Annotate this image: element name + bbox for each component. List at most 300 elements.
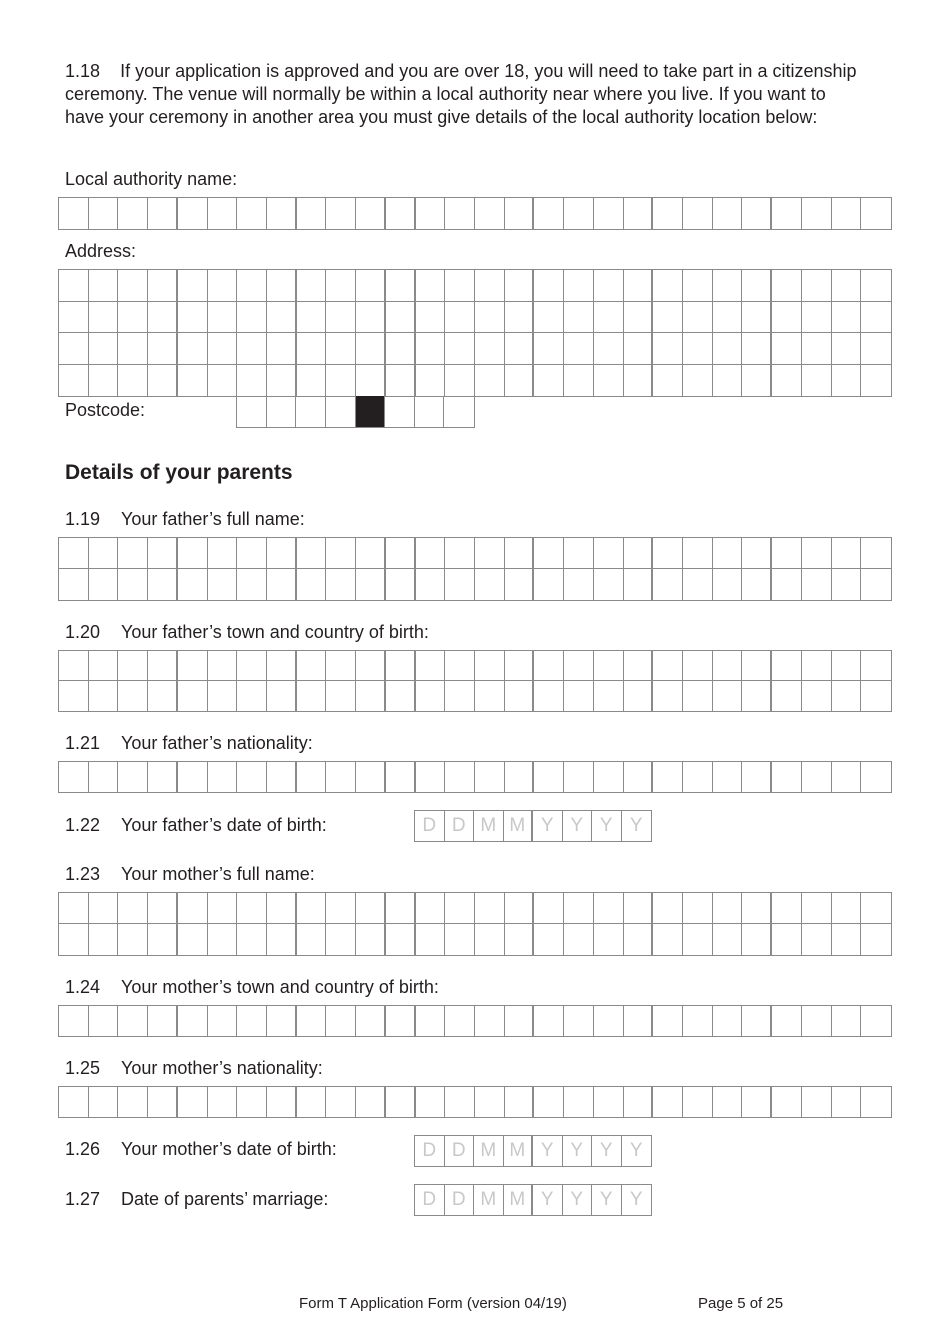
char-box[interactable] xyxy=(178,681,208,711)
char-box[interactable] xyxy=(297,198,327,229)
char-box[interactable] xyxy=(118,893,148,924)
char-box[interactable] xyxy=(237,893,267,924)
char-box[interactable] xyxy=(475,333,505,365)
char-box[interactable] xyxy=(742,924,772,955)
char-box[interactable] xyxy=(505,924,535,955)
date-char-box[interactable]: D xyxy=(415,1185,445,1215)
char-box[interactable] xyxy=(505,762,535,792)
char-box[interactable] xyxy=(445,1087,475,1117)
date-char-box[interactable]: Y xyxy=(592,1136,622,1166)
date-char-box[interactable]: D xyxy=(445,1185,475,1215)
char-box[interactable] xyxy=(178,333,208,365)
char-box[interactable] xyxy=(326,333,356,365)
char-box[interactable] xyxy=(653,924,683,955)
char-box[interactable] xyxy=(683,569,713,600)
char-box[interactable] xyxy=(416,538,446,569)
char-box[interactable] xyxy=(713,762,743,792)
char-box[interactable] xyxy=(534,1006,564,1036)
postcode-char-box[interactable] xyxy=(385,396,415,427)
char-box[interactable] xyxy=(297,651,327,681)
char-box[interactable] xyxy=(148,569,178,600)
char-box[interactable] xyxy=(237,198,267,229)
char-box[interactable] xyxy=(861,893,891,924)
char-box[interactable] xyxy=(861,538,891,569)
char-box[interactable] xyxy=(475,365,505,397)
char-box[interactable] xyxy=(653,333,683,365)
char-box[interactable] xyxy=(505,538,535,569)
char-box[interactable] xyxy=(505,893,535,924)
date-char-box[interactable]: M xyxy=(504,811,534,841)
char-box[interactable] xyxy=(802,302,832,334)
char-box[interactable] xyxy=(326,1087,356,1117)
char-box[interactable] xyxy=(59,762,89,792)
char-box[interactable] xyxy=(653,270,683,302)
char-box[interactable] xyxy=(326,651,356,681)
char-box[interactable] xyxy=(594,924,624,955)
char-box[interactable] xyxy=(118,365,148,397)
char-box[interactable] xyxy=(772,762,802,792)
char-box[interactable] xyxy=(148,1006,178,1036)
char-box[interactable] xyxy=(118,651,148,681)
char-box[interactable] xyxy=(386,681,416,711)
char-box[interactable] xyxy=(178,365,208,397)
char-box[interactable] xyxy=(564,1087,594,1117)
char-box[interactable] xyxy=(297,569,327,600)
char-box[interactable] xyxy=(89,538,119,569)
char-box[interactable] xyxy=(148,333,178,365)
char-box[interactable] xyxy=(386,333,416,365)
char-box[interactable] xyxy=(475,1006,505,1036)
char-box[interactable] xyxy=(237,924,267,955)
char-box[interactable] xyxy=(594,198,624,229)
char-box[interactable] xyxy=(356,1087,386,1117)
char-box[interactable] xyxy=(742,270,772,302)
char-box[interactable] xyxy=(564,1006,594,1036)
char-box[interactable] xyxy=(742,1006,772,1036)
char-box[interactable] xyxy=(59,893,89,924)
char-box[interactable] xyxy=(237,762,267,792)
char-box[interactable] xyxy=(832,924,862,955)
char-box[interactable] xyxy=(861,924,891,955)
char-box[interactable] xyxy=(713,924,743,955)
char-box[interactable] xyxy=(237,333,267,365)
char-box[interactable] xyxy=(861,1087,891,1117)
char-box[interactable] xyxy=(713,302,743,334)
char-box[interactable] xyxy=(802,893,832,924)
char-box[interactable] xyxy=(178,651,208,681)
char-box[interactable] xyxy=(742,333,772,365)
char-box[interactable] xyxy=(416,365,446,397)
char-box[interactable] xyxy=(742,198,772,229)
char-box[interactable] xyxy=(742,365,772,397)
char-box[interactable] xyxy=(832,302,862,334)
char-box[interactable] xyxy=(832,762,862,792)
char-box[interactable] xyxy=(624,762,654,792)
char-box[interactable] xyxy=(505,651,535,681)
char-box[interactable] xyxy=(624,681,654,711)
char-box[interactable] xyxy=(832,270,862,302)
char-box[interactable] xyxy=(118,270,148,302)
char-box[interactable] xyxy=(445,681,475,711)
char-box[interactable] xyxy=(267,924,297,955)
char-box[interactable] xyxy=(861,651,891,681)
char-box[interactable] xyxy=(59,270,89,302)
char-box[interactable] xyxy=(208,569,238,600)
char-box[interactable] xyxy=(832,1087,862,1117)
char-box[interactable] xyxy=(326,681,356,711)
char-box[interactable] xyxy=(416,893,446,924)
char-box[interactable] xyxy=(148,762,178,792)
char-box[interactable] xyxy=(356,569,386,600)
char-box[interactable] xyxy=(505,365,535,397)
char-box[interactable] xyxy=(594,651,624,681)
char-box[interactable] xyxy=(861,270,891,302)
char-box[interactable] xyxy=(237,651,267,681)
char-box[interactable] xyxy=(297,538,327,569)
char-box[interactable] xyxy=(89,681,119,711)
char-box[interactable] xyxy=(386,1087,416,1117)
char-box[interactable] xyxy=(713,1087,743,1117)
char-box[interactable] xyxy=(475,302,505,334)
char-box[interactable] xyxy=(118,762,148,792)
char-box[interactable] xyxy=(802,1087,832,1117)
char-box[interactable] xyxy=(772,569,802,600)
char-box[interactable] xyxy=(148,924,178,955)
char-box[interactable] xyxy=(802,681,832,711)
char-box[interactable] xyxy=(683,198,713,229)
char-box[interactable] xyxy=(148,1087,178,1117)
father-full-name-field[interactable] xyxy=(58,537,892,601)
date-char-box[interactable]: D xyxy=(445,1136,475,1166)
char-box[interactable] xyxy=(713,681,743,711)
char-box[interactable] xyxy=(148,538,178,569)
char-box[interactable] xyxy=(505,270,535,302)
char-box[interactable] xyxy=(594,365,624,397)
char-box[interactable] xyxy=(416,651,446,681)
parents-marriage-date-field[interactable] xyxy=(414,1184,652,1216)
char-box[interactable] xyxy=(178,538,208,569)
char-box[interactable] xyxy=(475,198,505,229)
char-box[interactable] xyxy=(445,365,475,397)
char-box[interactable] xyxy=(683,1006,713,1036)
char-box[interactable] xyxy=(297,893,327,924)
char-box[interactable] xyxy=(148,893,178,924)
char-box[interactable] xyxy=(267,893,297,924)
char-box[interactable] xyxy=(208,893,238,924)
date-char-box[interactable]: D xyxy=(415,1136,445,1166)
char-box[interactable] xyxy=(564,333,594,365)
char-box[interactable] xyxy=(832,1006,862,1036)
char-box[interactable] xyxy=(356,538,386,569)
char-box[interactable] xyxy=(178,1087,208,1117)
char-box[interactable] xyxy=(416,198,446,229)
char-box[interactable] xyxy=(208,538,238,569)
char-box[interactable] xyxy=(505,681,535,711)
char-box[interactable] xyxy=(297,333,327,365)
char-box[interactable] xyxy=(356,333,386,365)
char-box[interactable] xyxy=(445,270,475,302)
char-box[interactable] xyxy=(297,1087,327,1117)
char-box[interactable] xyxy=(208,365,238,397)
char-box[interactable] xyxy=(475,270,505,302)
char-box[interactable] xyxy=(386,302,416,334)
char-box[interactable] xyxy=(713,538,743,569)
char-box[interactable] xyxy=(802,333,832,365)
char-box[interactable] xyxy=(594,333,624,365)
char-box[interactable] xyxy=(564,569,594,600)
char-box[interactable] xyxy=(386,1006,416,1036)
address-field[interactable] xyxy=(58,269,892,397)
char-box[interactable] xyxy=(208,762,238,792)
char-box[interactable] xyxy=(713,198,743,229)
char-box[interactable] xyxy=(178,1006,208,1036)
char-box[interactable] xyxy=(653,302,683,334)
char-box[interactable] xyxy=(89,270,119,302)
char-box[interactable] xyxy=(505,1087,535,1117)
char-box[interactable] xyxy=(594,538,624,569)
char-box[interactable] xyxy=(832,538,862,569)
char-box[interactable] xyxy=(386,270,416,302)
char-box[interactable] xyxy=(59,1006,89,1036)
char-box[interactable] xyxy=(772,333,802,365)
postcode-char-box[interactable] xyxy=(267,396,297,427)
char-box[interactable] xyxy=(653,365,683,397)
char-box[interactable] xyxy=(772,302,802,334)
date-char-box[interactable]: D xyxy=(415,811,445,841)
char-box[interactable] xyxy=(267,569,297,600)
char-box[interactable] xyxy=(683,302,713,334)
char-box[interactable] xyxy=(267,198,297,229)
char-box[interactable] xyxy=(297,924,327,955)
char-box[interactable] xyxy=(386,893,416,924)
char-box[interactable] xyxy=(772,924,802,955)
postcode-char-box[interactable] xyxy=(237,396,267,427)
char-box[interactable] xyxy=(742,302,772,334)
char-box[interactable] xyxy=(148,651,178,681)
char-box[interactable] xyxy=(445,302,475,334)
char-box[interactable] xyxy=(416,924,446,955)
postcode-char-box[interactable] xyxy=(444,396,474,427)
char-box[interactable] xyxy=(594,762,624,792)
local-authority-name-field[interactable] xyxy=(58,197,892,230)
char-box[interactable] xyxy=(564,651,594,681)
char-box[interactable] xyxy=(505,198,535,229)
char-box[interactable] xyxy=(802,1006,832,1036)
char-box[interactable] xyxy=(683,333,713,365)
char-box[interactable] xyxy=(326,1006,356,1036)
char-box[interactable] xyxy=(118,569,148,600)
char-box[interactable] xyxy=(802,924,832,955)
char-box[interactable] xyxy=(594,893,624,924)
char-box[interactable] xyxy=(683,681,713,711)
postcode-field[interactable] xyxy=(236,396,475,428)
char-box[interactable] xyxy=(772,538,802,569)
char-box[interactable] xyxy=(178,302,208,334)
char-box[interactable] xyxy=(89,302,119,334)
char-box[interactable] xyxy=(356,302,386,334)
char-box[interactable] xyxy=(505,569,535,600)
char-box[interactable] xyxy=(832,893,862,924)
char-box[interactable] xyxy=(475,762,505,792)
char-box[interactable] xyxy=(118,1087,148,1117)
char-box[interactable] xyxy=(475,569,505,600)
char-box[interactable] xyxy=(89,924,119,955)
char-box[interactable] xyxy=(118,681,148,711)
char-box[interactable] xyxy=(267,333,297,365)
char-box[interactable] xyxy=(445,893,475,924)
char-box[interactable] xyxy=(416,1006,446,1036)
char-box[interactable] xyxy=(772,1006,802,1036)
char-box[interactable] xyxy=(653,893,683,924)
char-box[interactable] xyxy=(326,365,356,397)
char-box[interactable] xyxy=(772,893,802,924)
char-box[interactable] xyxy=(534,302,564,334)
date-char-box[interactable]: Y xyxy=(533,1136,563,1166)
char-box[interactable] xyxy=(713,1006,743,1036)
char-box[interactable] xyxy=(326,302,356,334)
char-box[interactable] xyxy=(653,538,683,569)
char-box[interactable] xyxy=(624,924,654,955)
char-box[interactable] xyxy=(297,302,327,334)
char-box[interactable] xyxy=(772,365,802,397)
char-box[interactable] xyxy=(237,302,267,334)
date-char-box[interactable]: Y xyxy=(533,1185,563,1215)
char-box[interactable] xyxy=(208,302,238,334)
char-box[interactable] xyxy=(59,365,89,397)
char-box[interactable] xyxy=(208,270,238,302)
char-box[interactable] xyxy=(742,1087,772,1117)
char-box[interactable] xyxy=(148,198,178,229)
date-char-box[interactable]: Y xyxy=(592,811,622,841)
char-box[interactable] xyxy=(267,1087,297,1117)
mother-dob-field[interactable] xyxy=(414,1135,652,1167)
char-box[interactable] xyxy=(89,569,119,600)
char-box[interactable] xyxy=(683,365,713,397)
char-box[interactable] xyxy=(742,681,772,711)
mother-nationality-field[interactable] xyxy=(58,1086,892,1118)
char-box[interactable] xyxy=(445,198,475,229)
char-box[interactable] xyxy=(832,681,862,711)
char-box[interactable] xyxy=(683,893,713,924)
char-box[interactable] xyxy=(534,924,564,955)
char-box[interactable] xyxy=(624,270,654,302)
char-box[interactable] xyxy=(683,538,713,569)
char-box[interactable] xyxy=(178,198,208,229)
char-box[interactable] xyxy=(208,198,238,229)
date-char-box[interactable]: Y xyxy=(533,811,563,841)
date-char-box[interactable]: Y xyxy=(563,811,593,841)
char-box[interactable] xyxy=(118,198,148,229)
father-nationality-field[interactable] xyxy=(58,761,892,793)
char-box[interactable] xyxy=(416,681,446,711)
char-box[interactable] xyxy=(594,1006,624,1036)
char-box[interactable] xyxy=(356,198,386,229)
char-box[interactable] xyxy=(386,365,416,397)
char-box[interactable] xyxy=(386,198,416,229)
postcode-char-box[interactable] xyxy=(415,396,445,427)
char-box[interactable] xyxy=(802,198,832,229)
char-box[interactable] xyxy=(89,1006,119,1036)
char-box[interactable] xyxy=(683,651,713,681)
char-box[interactable] xyxy=(713,333,743,365)
char-box[interactable] xyxy=(564,681,594,711)
char-box[interactable] xyxy=(416,1087,446,1117)
char-box[interactable] xyxy=(148,681,178,711)
char-box[interactable] xyxy=(89,893,119,924)
char-box[interactable] xyxy=(624,651,654,681)
char-box[interactable] xyxy=(832,651,862,681)
char-box[interactable] xyxy=(178,569,208,600)
char-box[interactable] xyxy=(59,681,89,711)
char-box[interactable] xyxy=(445,1006,475,1036)
char-box[interactable] xyxy=(118,538,148,569)
char-box[interactable] xyxy=(861,198,891,229)
char-box[interactable] xyxy=(505,1006,535,1036)
char-box[interactable] xyxy=(653,762,683,792)
char-box[interactable] xyxy=(742,569,772,600)
char-box[interactable] xyxy=(861,333,891,365)
char-box[interactable] xyxy=(237,569,267,600)
char-box[interactable] xyxy=(832,569,862,600)
char-box[interactable] xyxy=(534,569,564,600)
char-box[interactable] xyxy=(356,1006,386,1036)
mother-birthplace-field[interactable] xyxy=(58,1005,892,1037)
char-box[interactable] xyxy=(59,333,89,365)
char-box[interactable] xyxy=(742,893,772,924)
char-box[interactable] xyxy=(653,198,683,229)
date-char-box[interactable]: M xyxy=(504,1185,534,1215)
char-box[interactable] xyxy=(326,569,356,600)
char-box[interactable] xyxy=(861,1006,891,1036)
char-box[interactable] xyxy=(802,651,832,681)
char-box[interactable] xyxy=(564,924,594,955)
char-box[interactable] xyxy=(237,1006,267,1036)
char-box[interactable] xyxy=(356,681,386,711)
char-box[interactable] xyxy=(832,333,862,365)
char-box[interactable] xyxy=(148,302,178,334)
char-box[interactable] xyxy=(267,270,297,302)
date-char-box[interactable]: Y xyxy=(563,1185,593,1215)
date-char-box[interactable]: Y xyxy=(563,1136,593,1166)
date-char-box[interactable]: M xyxy=(504,1136,534,1166)
char-box[interactable] xyxy=(564,893,594,924)
char-box[interactable] xyxy=(624,569,654,600)
char-box[interactable] xyxy=(356,365,386,397)
char-box[interactable] xyxy=(326,198,356,229)
char-box[interactable] xyxy=(267,762,297,792)
char-box[interactable] xyxy=(59,198,89,229)
postcode-char-box[interactable] xyxy=(296,396,326,427)
char-box[interactable] xyxy=(59,1087,89,1117)
char-box[interactable] xyxy=(564,365,594,397)
char-box[interactable] xyxy=(534,651,564,681)
char-box[interactable] xyxy=(267,538,297,569)
char-box[interactable] xyxy=(326,270,356,302)
char-box[interactable] xyxy=(653,651,683,681)
char-box[interactable] xyxy=(386,651,416,681)
char-box[interactable] xyxy=(802,538,832,569)
char-box[interactable] xyxy=(89,1087,119,1117)
char-box[interactable] xyxy=(534,762,564,792)
char-box[interactable] xyxy=(208,1006,238,1036)
char-box[interactable] xyxy=(386,924,416,955)
char-box[interactable] xyxy=(772,270,802,302)
char-box[interactable] xyxy=(624,1087,654,1117)
char-box[interactable] xyxy=(267,302,297,334)
char-box[interactable] xyxy=(178,762,208,792)
char-box[interactable] xyxy=(208,1087,238,1117)
char-box[interactable] xyxy=(624,365,654,397)
